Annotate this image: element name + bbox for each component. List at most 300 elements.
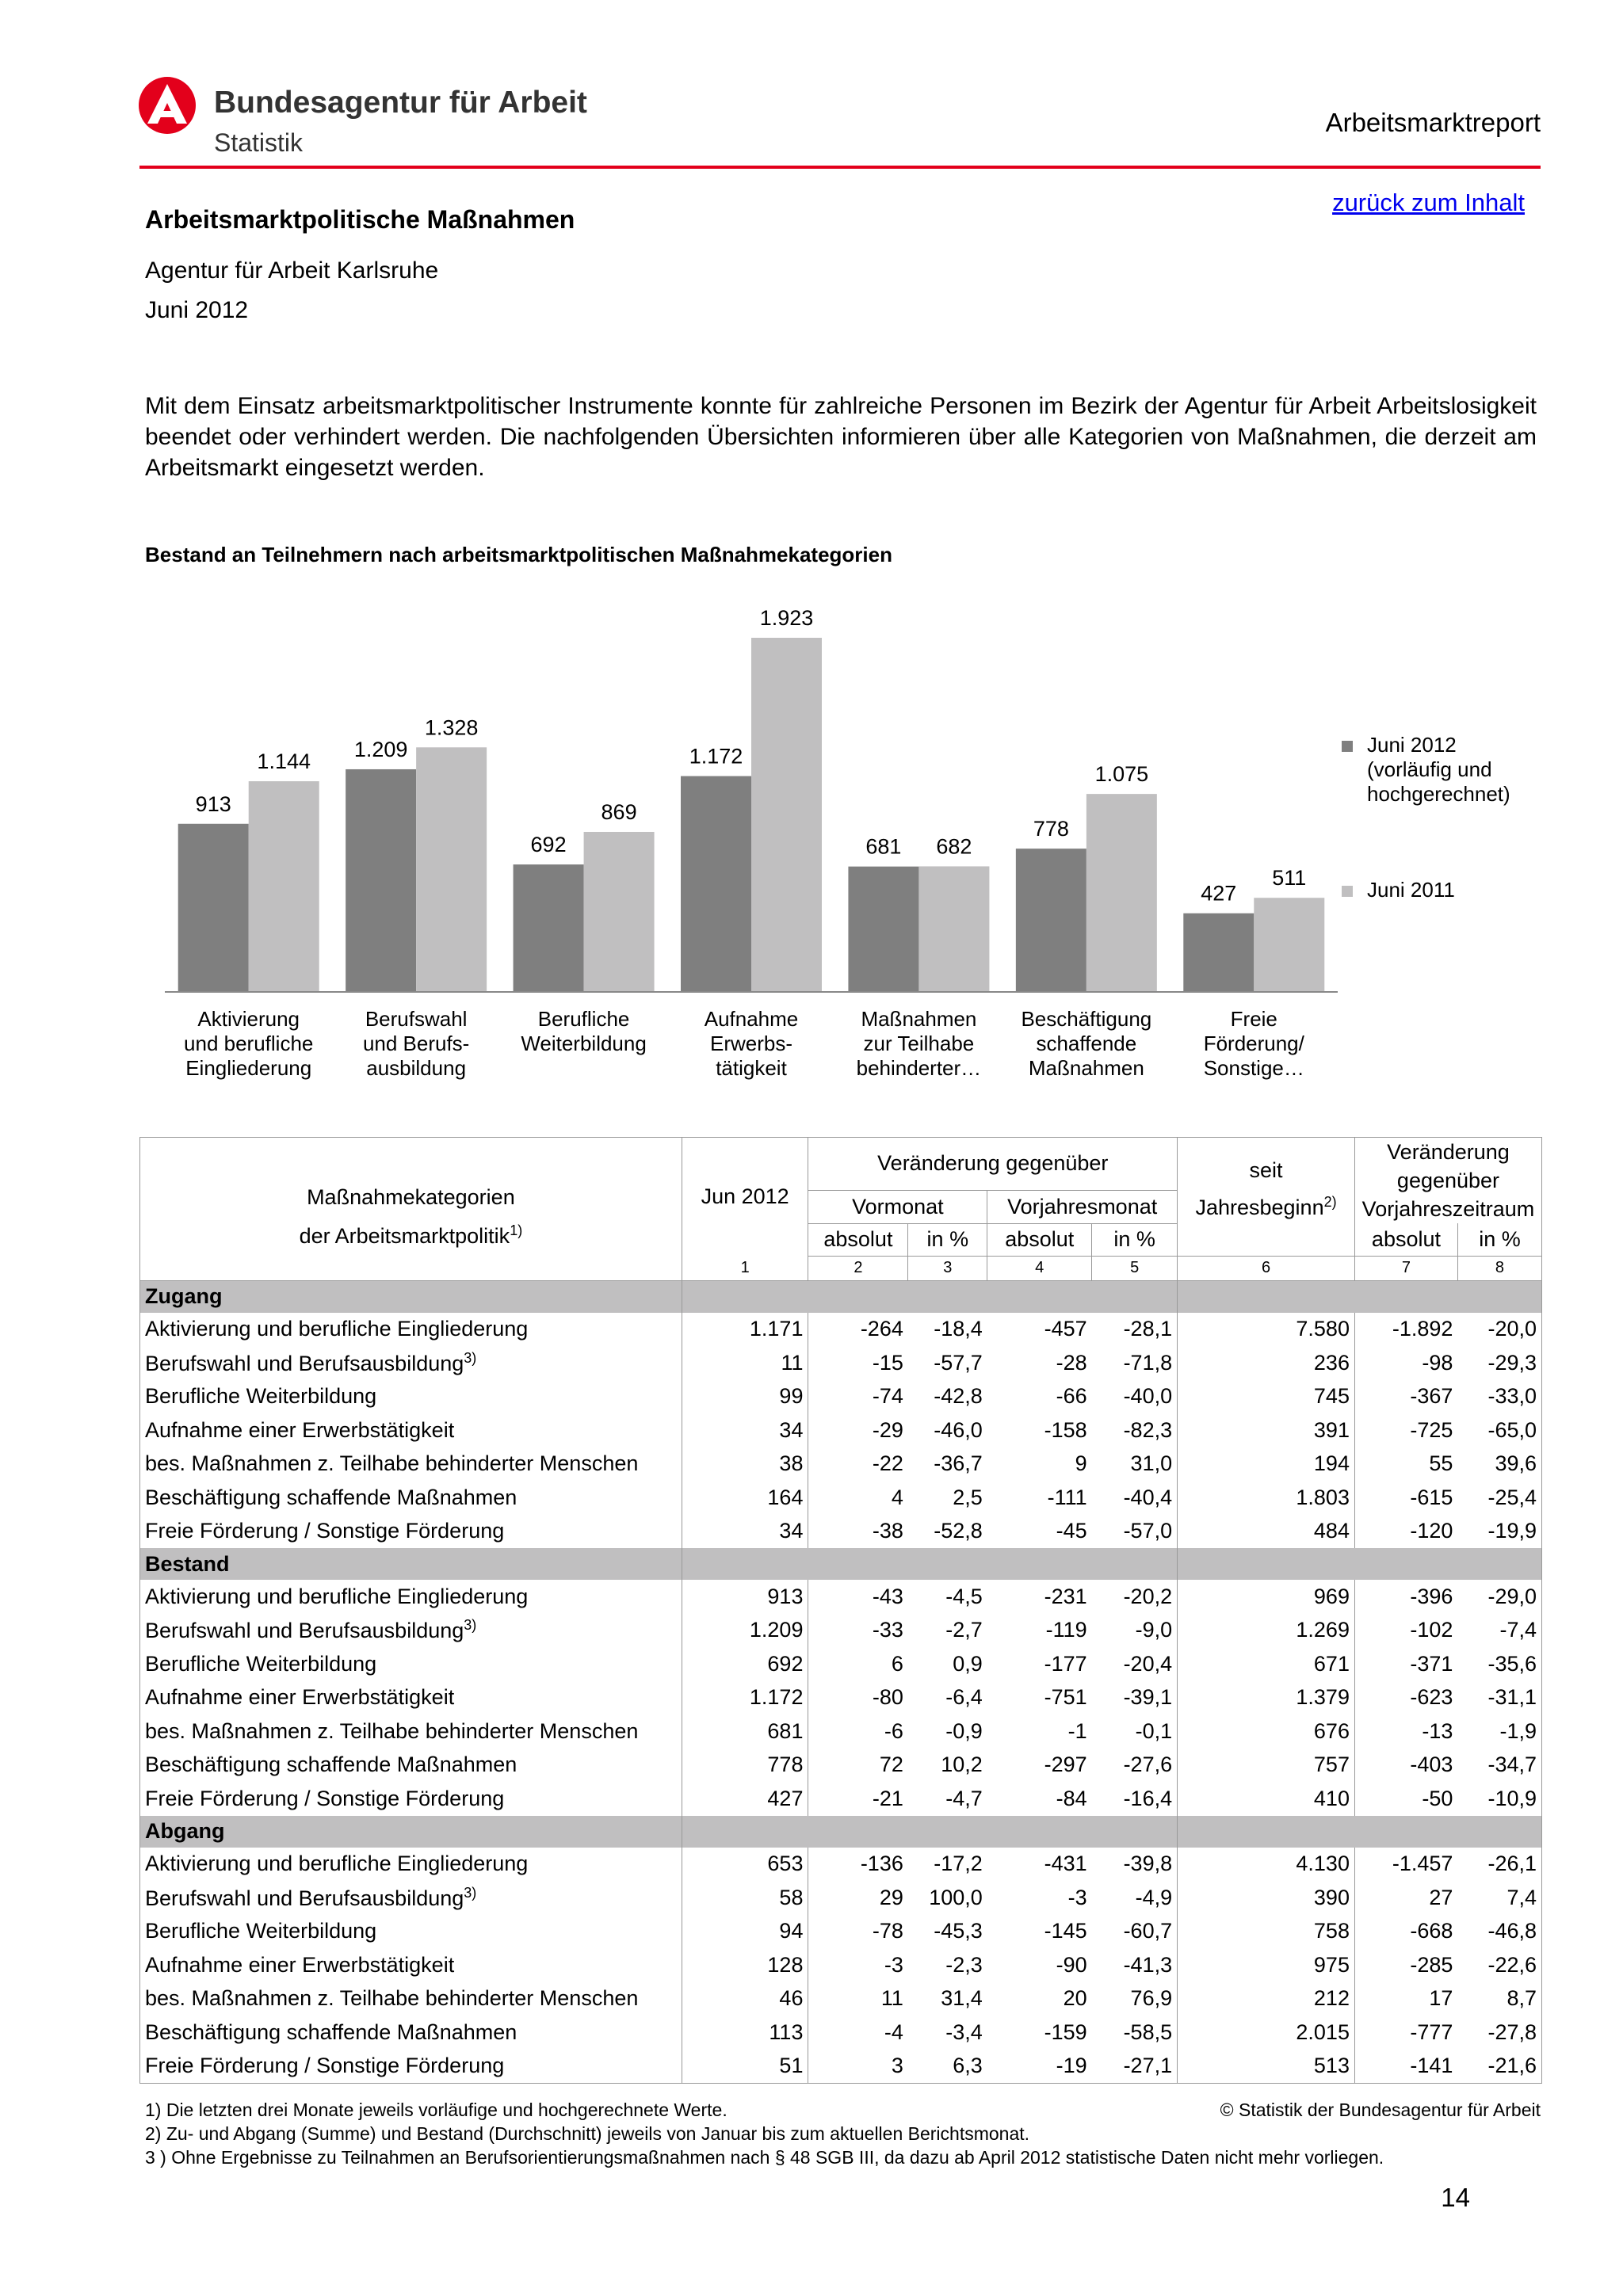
row-label <box>140 1313 682 1347</box>
cell-col-2: -21 <box>872 1786 903 1810</box>
category-tick-label: Maßnahmen <box>1028 1056 1144 1080</box>
section-fill <box>1178 1816 1542 1848</box>
cell-col-6: 410 <box>1178 1782 1355 1816</box>
cell-col-5: -20,2 <box>1092 1580 1178 1614</box>
header-divider <box>139 166 1541 169</box>
cell-col-6: 2.015 <box>1178 2016 1355 2050</box>
bar-data-label: 427 <box>1201 881 1237 906</box>
cell-col-6: 390 <box>1178 1881 1355 1915</box>
row-label-text: Aktivierung und berufliche Eingliederung <box>145 1317 529 1341</box>
measures-table <box>139 1137 1542 2084</box>
row-label <box>140 1515 682 1549</box>
cell-col-2: -264 <box>860 1317 903 1341</box>
cell-col-7: -50 <box>1422 1786 1453 1810</box>
row-label <box>140 1782 682 1816</box>
table-row <box>140 1749 1542 1783</box>
cell-col-5: 31,0 <box>1092 1447 1178 1482</box>
table-row <box>140 1848 1542 1882</box>
bar-data-label: 682 <box>936 834 972 859</box>
table-row <box>140 1413 1542 1447</box>
header-change-period-b: gegenüber <box>1396 1169 1500 1192</box>
cell-col-3: -42,8 <box>934 1384 983 1409</box>
cell-col-1: 113 <box>682 2016 808 2050</box>
row-label <box>140 2016 682 2050</box>
category-tick-label: Aktivierung <box>197 1007 300 1031</box>
bar-data-label: 869 <box>601 800 637 825</box>
row-label-text: Aufnahme einer Erwerbstätigkeit <box>145 1417 455 1442</box>
legend-swatch <box>1342 886 1353 897</box>
report-title: Arbeitsmarktreport <box>1325 108 1541 137</box>
cell-col-7: -141 <box>1354 2050 1457 2084</box>
cell-col-7: -403 <box>1410 1753 1453 1777</box>
row-label <box>140 1380 682 1414</box>
header-category-sup: 1) <box>510 1222 523 1238</box>
header-since <box>1178 1138 1355 1224</box>
cell-col-4: -111 <box>1047 1485 1087 1509</box>
header-prev-year-month: Vorjahresmonat <box>987 1190 1178 1223</box>
col-number: 2 <box>808 1256 908 1280</box>
cell-col-7: -102 <box>1410 1618 1453 1642</box>
cell-col-5: -39,1 <box>1092 1681 1178 1715</box>
page-title: Arbeitsmarktpolitische Maßnahmen <box>145 205 575 234</box>
header-since-label: seit <box>1249 1158 1283 1182</box>
row-label-text: Beschäftigung schaffende Maßnahmen <box>145 1485 517 1509</box>
bar <box>1183 913 1254 992</box>
section-label: Bestand <box>140 1548 682 1580</box>
org-sub: Statistik <box>214 128 304 157</box>
cell-col-6: 676 <box>1178 1714 1355 1749</box>
table-row <box>140 1714 1542 1749</box>
cell-col-4: -297 <box>1044 1753 1087 1777</box>
cell-col-2: -29 <box>872 1417 903 1442</box>
cell-col-5: -71,8 <box>1092 1346 1178 1380</box>
bar <box>918 866 989 992</box>
table-row <box>140 1481 1542 1515</box>
cell-col-3: 6,3 <box>908 2050 987 2084</box>
legend-label: (vorläufig und <box>1367 757 1492 781</box>
row-label <box>140 2050 682 2084</box>
table-row <box>140 1313 1542 1347</box>
row-label-text: Freie Förderung / Sonstige Förderung <box>145 1786 505 1810</box>
cell-col-3: -0,9 <box>945 1718 983 1743</box>
bar <box>584 832 655 992</box>
row-label <box>140 1982 682 2016</box>
cell-col-8: -22,6 <box>1457 1948 1541 1982</box>
row-label-text: Beschäftigung schaffende Maßnahmen <box>145 1753 517 1777</box>
table-row <box>140 1380 1542 1414</box>
legend-label: Juni 2011 <box>1367 878 1455 902</box>
bar <box>1254 898 1324 992</box>
cell-col-1: 692 <box>682 1647 808 1681</box>
cell-col-2: 11 <box>880 1986 903 2011</box>
col-number: 8 <box>1457 1256 1541 1280</box>
category-tick-label: schaffende <box>1036 1032 1137 1055</box>
cell-col-8: -10,9 <box>1457 1782 1541 1816</box>
cell-col-4: -45 <box>1056 1519 1087 1543</box>
category-tick-label: behinderter… <box>856 1056 982 1080</box>
cell-col-6: 194 <box>1178 1447 1355 1482</box>
cell-col-1: 913 <box>682 1580 808 1614</box>
section-fill <box>682 1280 1177 1313</box>
cell-col-3: -18,4 <box>934 1317 983 1341</box>
cell-col-1: 94 <box>682 1915 808 1949</box>
cell-col-3: -4,7 <box>945 1786 983 1810</box>
row-label-text: Freie Förderung / Sonstige Förderung <box>145 1519 505 1543</box>
col-number-blank <box>140 1256 682 1280</box>
row-label-text: Aktivierung und berufliche Eingliederung <box>145 1852 529 1876</box>
section-row <box>140 1816 1542 1848</box>
cell-col-2: -38 <box>872 1519 903 1543</box>
table-row <box>140 1346 1542 1380</box>
row-label-text: Berufliche Weiterbildung <box>145 1919 377 1943</box>
row-label-sup: 3) <box>464 1617 477 1634</box>
row-label <box>140 1948 682 1982</box>
table-row <box>140 1614 1542 1648</box>
cell-col-2: -136 <box>860 1852 903 1876</box>
bar <box>249 781 319 992</box>
cell-col-1: 128 <box>682 1948 808 1982</box>
cell-col-5: 76,9 <box>1092 1982 1178 2016</box>
category-tick-label: Maßnahmen <box>861 1007 977 1031</box>
cell-col-6: 757 <box>1178 1749 1355 1783</box>
bar-data-label: 1.172 <box>689 744 743 769</box>
cell-col-7: -623 <box>1410 1685 1453 1710</box>
cell-col-5: -40,4 <box>1092 1481 1178 1515</box>
row-label-text: Aktivierung und berufliche Eingliederung <box>145 1584 529 1608</box>
table-row <box>140 2050 1542 2084</box>
cell-col-1: 99 <box>682 1380 808 1414</box>
header-pct-3: in % <box>1457 1223 1541 1256</box>
legend-label: hochgerechnet) <box>1367 782 1510 806</box>
cell-col-6: 4.130 <box>1178 1848 1355 1882</box>
cell-col-3: -3,4 <box>945 2019 983 2044</box>
bar-data-label: 778 <box>1033 817 1069 841</box>
cell-col-5: -58,5 <box>1092 2016 1178 2050</box>
cell-col-7: -120 <box>1410 1519 1453 1543</box>
col-number: 5 <box>1092 1256 1178 1280</box>
table-row <box>140 1782 1542 1816</box>
bar-data-label: 913 <box>195 791 231 816</box>
cell-col-6: 1.379 <box>1178 1681 1355 1715</box>
col-number: 7 <box>1354 1256 1457 1280</box>
section-fill <box>1178 1280 1542 1313</box>
cell-col-4: -457 <box>1044 1317 1087 1341</box>
cell-col-4: -66 <box>1056 1384 1087 1409</box>
cell-col-8: 8,7 <box>1457 1982 1541 2016</box>
back-to-contents-link[interactable]: zurück zum Inhalt <box>1332 189 1525 216</box>
cell-col-8: -34,7 <box>1457 1749 1541 1783</box>
cell-col-8: 39,6 <box>1457 1447 1541 1482</box>
cell-col-3: 10,2 <box>941 1753 983 1777</box>
cell-col-1: 1.171 <box>682 1313 808 1347</box>
section-fill <box>1178 1548 1542 1580</box>
cell-col-1: 681 <box>682 1714 808 1749</box>
cell-col-6: 7.580 <box>1178 1313 1355 1347</box>
cell-col-5: -27,6 <box>1092 1749 1178 1783</box>
report-period: Juni 2012 <box>145 297 249 323</box>
cell-col-1: 1.209 <box>682 1614 808 1648</box>
bar-data-label: 1.144 <box>257 749 311 774</box>
cell-col-4: -3 <box>1067 1885 1087 1909</box>
cell-col-7: 55 <box>1429 1451 1453 1476</box>
section-label: Zugang <box>140 1280 682 1313</box>
cell-col-3: -6,4 <box>945 1685 983 1710</box>
header-category-sub: der Arbeitsmarktpolitik <box>299 1224 510 1248</box>
cell-col-8: -19,9 <box>1457 1515 1541 1549</box>
cell-col-7: 27 <box>1429 1885 1453 1909</box>
table-row <box>140 2016 1542 2050</box>
row-label <box>140 1447 682 1482</box>
cell-col-4: -231 <box>1044 1584 1087 1608</box>
cell-col-1: 427 <box>682 1782 808 1816</box>
bar <box>178 824 249 992</box>
header-since-sup: 2) <box>1323 1194 1337 1210</box>
category-tick-label: Berufswahl <box>365 1007 468 1031</box>
category-tick-label: tätigkeit <box>716 1056 787 1080</box>
bar <box>848 867 918 992</box>
category-tick-label: Erwerbs- <box>709 1032 793 1055</box>
cell-col-7: -725 <box>1410 1417 1453 1442</box>
row-label-text: Aufnahme einer Erwerbstätigkeit <box>145 1952 455 1977</box>
cell-col-7: -1.892 <box>1392 1317 1453 1341</box>
row-label-text: bes. Maßnahmen z. Teilhabe behinderter Menschen <box>145 1718 639 1743</box>
bar-data-label: 681 <box>865 834 902 859</box>
section-fill <box>682 1548 1177 1580</box>
cell-col-2: -43 <box>872 1584 903 1608</box>
cell-col-3: -46,0 <box>934 1417 983 1442</box>
cell-col-7: -777 <box>1410 2019 1453 2044</box>
cell-col-1: 778 <box>682 1749 808 1783</box>
cell-col-8: -21,6 <box>1457 2050 1541 2084</box>
cell-col-2: 29 <box>879 1885 903 1909</box>
footnote-3: 3 ) Ohne Ergebnisse zu Teilnahmen an Berufsorientierungsmaßnahmen nach § 48 SGB III, da dazu ab April 2012 statistische Daten nicht mehr vorliegen. <box>145 2147 1384 2168</box>
cell-col-8: 7,4 <box>1457 1881 1541 1915</box>
cell-col-7: -668 <box>1410 1919 1453 1943</box>
bar <box>416 747 487 992</box>
table-row <box>140 1881 1542 1915</box>
header-change-period-c: Vorjahreszeitraum <box>1361 1197 1535 1221</box>
cell-col-8: -29,0 <box>1457 1580 1541 1614</box>
table-row <box>140 1915 1542 1949</box>
cell-col-4: -19 <box>987 2050 1092 2084</box>
cell-col-7: 17 <box>1429 1986 1453 2011</box>
cell-col-7: -13 <box>1422 1718 1453 1743</box>
cell-col-1: 11 <box>682 1346 808 1380</box>
cell-col-5: -0,1 <box>1092 1714 1178 1749</box>
cell-col-3: -57,7 <box>934 1350 983 1375</box>
intro-paragraph: Mit dem Einsatz arbeitsmarktpolitischer Instrumente konnte für zahlreiche Personen im Bezirk der Agentur für Arbeit Arbeitslosigkeit beendet oder verhindert werden. Die nachfolgenden Übersichten informieren über alle Kategorien von Maßnahmen, die derzeit am Arbeitsmarkt eingesetzt werden. <box>145 393 1537 481</box>
header-abs-2: absolut <box>987 1223 1092 1256</box>
footnote-2: 2) Zu- und Abgang (Summe) und Bestand (Durchschnitt) jeweils von Januar bis zum aktuellen Berichtsmonat. <box>145 2123 1030 2144</box>
cell-col-5: -41,3 <box>1092 1948 1178 1982</box>
cell-col-3: 31,4 <box>941 1986 983 2011</box>
cell-col-7: -98 <box>1422 1350 1453 1375</box>
row-label-sup: 3) <box>464 1884 477 1901</box>
category-tick-label: Eingliederung <box>185 1056 312 1080</box>
cell-col-7: -367 <box>1410 1384 1453 1409</box>
cell-col-7: -1.457 <box>1392 1852 1453 1876</box>
cell-col-5: -60,7 <box>1092 1915 1178 1949</box>
row-label-text: Aufnahme einer Erwerbstätigkeit <box>145 1685 455 1710</box>
cell-col-5: -9,0 <box>1092 1614 1178 1648</box>
cell-col-1: 34 <box>682 1515 808 1549</box>
cell-col-6: 745 <box>1178 1380 1355 1414</box>
cell-col-2: -78 <box>872 1919 903 1943</box>
cell-col-8: -26,1 <box>1457 1848 1541 1882</box>
cell-col-4: -84 <box>1056 1786 1087 1810</box>
cell-col-2: -22 <box>872 1451 903 1476</box>
cell-col-7: -396 <box>1410 1584 1453 1608</box>
table-row <box>140 1948 1542 1982</box>
cell-col-6: 391 <box>1178 1413 1355 1447</box>
col-number: 6 <box>1178 1256 1355 1280</box>
cell-col-8: -25,4 <box>1457 1481 1541 1515</box>
cell-col-1: 46 <box>682 1982 808 2016</box>
cell-col-1: 164 <box>682 1481 808 1515</box>
section-fill <box>682 1816 1177 1848</box>
cell-col-4: -177 <box>1044 1651 1087 1676</box>
bar-data-label: 1.923 <box>759 606 814 630</box>
cell-col-8: -7,4 <box>1457 1614 1541 1648</box>
bar <box>346 769 416 992</box>
cell-col-2: -74 <box>872 1384 903 1409</box>
cell-col-2: 4 <box>891 1485 903 1509</box>
cell-col-6: 1.269 <box>1178 1614 1355 1648</box>
header-since-blank <box>1178 1223 1355 1256</box>
table-row <box>140 1982 1542 2016</box>
header-abs-3: absolut <box>1354 1223 1457 1256</box>
cell-col-8: -33,0 <box>1457 1380 1541 1414</box>
row-label-text: bes. Maßnahmen z. Teilhabe behinderter Menschen <box>145 1986 639 2011</box>
cell-col-4: -119 <box>1045 1618 1087 1642</box>
table-row <box>140 1580 1542 1614</box>
cell-col-3: 0,9 <box>953 1651 983 1676</box>
row-label <box>140 1481 682 1515</box>
category-tick-label: zur Teilhabe <box>863 1032 975 1055</box>
bar <box>681 776 751 992</box>
row-label-text: Berufswahl und Berufsausbildung <box>145 1619 464 1643</box>
row-label <box>140 1346 682 1380</box>
bar <box>1086 794 1157 992</box>
cell-col-5: -82,3 <box>1092 1413 1178 1447</box>
row-label-text: Berufswahl und Berufsausbildung <box>145 1351 464 1375</box>
row-label <box>140 1915 682 1949</box>
cell-col-4: -28 <box>1056 1350 1087 1375</box>
table-row <box>140 1647 1542 1681</box>
row-label <box>140 1614 682 1648</box>
cell-col-3: 2,5 <box>953 1485 983 1509</box>
header-prev-month: Vormonat <box>808 1190 987 1223</box>
cell-col-8: -27,8 <box>1457 2016 1541 2050</box>
header-pct-1: in % <box>908 1223 987 1256</box>
cell-col-8: -65,0 <box>1457 1413 1541 1447</box>
cell-col-3: -2,3 <box>945 1952 983 1977</box>
header-pct-2: in % <box>1092 1223 1178 1256</box>
category-tick-label: und berufliche <box>184 1032 314 1055</box>
section-row <box>140 1548 1542 1580</box>
row-label-text: Freie Förderung / Sonstige Förderung <box>145 2054 505 2078</box>
cell-col-4: -159 <box>1044 2019 1087 2044</box>
cell-col-1: 1.172 <box>682 1681 808 1715</box>
cell-col-8: -46,8 <box>1457 1915 1541 1949</box>
cell-col-2: -4 <box>884 2019 903 2044</box>
cell-col-4: -751 <box>1044 1685 1087 1710</box>
cell-col-5: -40,0 <box>1092 1380 1178 1414</box>
cell-col-8: -35,6 <box>1457 1647 1541 1681</box>
cell-col-8: -29,3 <box>1457 1346 1541 1380</box>
col-number: 4 <box>987 1256 1092 1280</box>
header-abs-1: absolut <box>808 1223 908 1256</box>
cell-col-6: 1.803 <box>1178 1481 1355 1515</box>
cell-col-6: 236 <box>1178 1346 1355 1380</box>
page-number: 14 <box>1441 2183 1470 2212</box>
row-label <box>140 1848 682 1882</box>
table-row <box>140 1515 1542 1549</box>
header-jun-2012: Jun 2012 <box>682 1138 808 1257</box>
cell-col-4: -431 <box>1044 1852 1087 1876</box>
cell-col-4: -1 <box>1067 1718 1087 1743</box>
cell-col-8: -31,1 <box>1457 1681 1541 1715</box>
cell-col-1: 58 <box>682 1881 808 1915</box>
bar-data-label: 1.209 <box>353 737 408 761</box>
cell-col-5: -20,4 <box>1092 1647 1178 1681</box>
cell-col-3: -4,5 <box>945 1584 983 1608</box>
table-row <box>140 1447 1542 1482</box>
cell-col-1: 34 <box>682 1413 808 1447</box>
legend-label: Juni 2012 <box>1367 733 1457 757</box>
row-label-text: Berufswahl und Berufsausbildung <box>145 1886 464 1910</box>
cell-col-7: -371 <box>1410 1651 1453 1676</box>
cell-col-2: -15 <box>872 1350 903 1375</box>
col-number: 3 <box>908 1256 987 1280</box>
row-label <box>140 1881 682 1915</box>
cell-col-6: 484 <box>1178 1515 1355 1549</box>
cell-col-8: -20,0 <box>1457 1313 1541 1347</box>
cell-col-2: -3 <box>884 1952 903 1977</box>
header-change-period <box>1354 1138 1541 1224</box>
header-change-period-a: Veränderung <box>1387 1140 1510 1164</box>
cell-col-2: -33 <box>872 1618 903 1642</box>
cell-col-1: 51 <box>682 2050 808 2084</box>
category-tick-label: Aufnahme <box>704 1007 799 1031</box>
category-tick-label: Beschäftigung <box>1021 1007 1152 1031</box>
cell-col-1: 38 <box>682 1447 808 1482</box>
cell-col-4: -158 <box>1044 1417 1087 1442</box>
cell-col-6: 969 <box>1178 1580 1355 1614</box>
cell-col-6: 758 <box>1178 1915 1355 1949</box>
category-tick-label: Berufliche <box>537 1007 630 1031</box>
cell-col-2: 6 <box>891 1651 903 1676</box>
cell-col-5: -39,8 <box>1092 1848 1178 1882</box>
chart-title: Bestand an Teilnehmern nach arbeitsmarktpolitischen Maßnahmekategorien <box>145 543 892 566</box>
cell-col-3: -45,3 <box>934 1919 983 1943</box>
category-tick-label: und Berufs- <box>362 1032 470 1055</box>
bar-data-label: 1.328 <box>424 715 479 740</box>
cell-col-5: -16,4 <box>1092 1782 1178 1816</box>
bar <box>751 638 822 992</box>
cell-col-5: -4,9 <box>1092 1881 1178 1915</box>
header-category-label: Maßnahmekategorien <box>307 1185 515 1209</box>
bar-chart <box>119 578 1522 1093</box>
cell-col-5: -28,1 <box>1092 1313 1178 1347</box>
row-label <box>140 1681 682 1715</box>
copyright: © Statistik der Bundesagentur für Arbeit <box>1220 2100 1541 2120</box>
header-since-year: Jahresbeginn <box>1195 1196 1324 1219</box>
bar <box>1016 849 1086 992</box>
cell-col-8: -1,9 <box>1457 1714 1541 1749</box>
row-label <box>140 1749 682 1783</box>
category-tick-label: Freie <box>1230 1007 1277 1031</box>
